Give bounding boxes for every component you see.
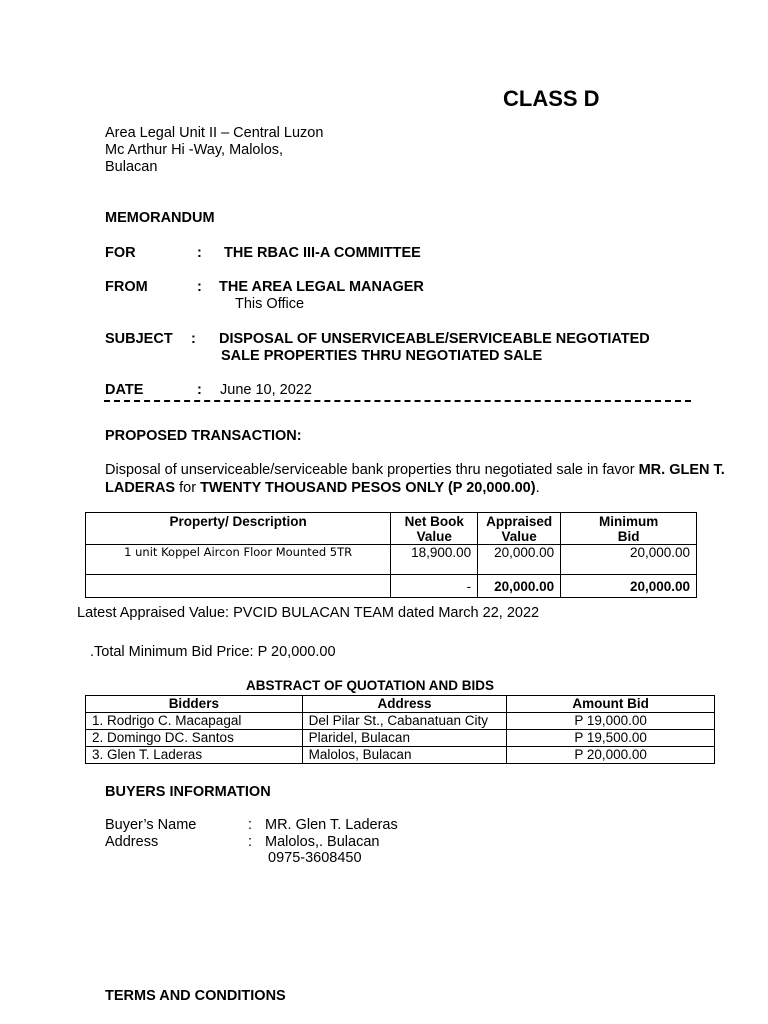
header-minimum: Minimum Bid (561, 513, 697, 545)
total-net-book: - (391, 575, 478, 598)
buyer-phone: 0975-3608450 (268, 850, 362, 866)
header-description: Property/ Description (86, 513, 391, 545)
bidder-name: 2. Domingo DC. Santos (86, 730, 303, 747)
bids-table-header (86, 696, 715, 713)
buyer-name-value: MR. Glen T. Laderas (265, 817, 398, 833)
from-label: FROM (105, 279, 148, 295)
bids-title: ABSTRACT OF QUOTATION AND BIDS (246, 678, 494, 693)
property-appraised: 20,000.00 (478, 545, 561, 575)
total-description (86, 575, 391, 598)
header-appraised: Appraised Value (478, 513, 561, 545)
for-value: THE RBAC III-A COMMITTEE (224, 245, 421, 261)
separator-line (104, 400, 691, 402)
memo-heading: MEMORANDUM (105, 210, 215, 226)
date-label: DATE (105, 382, 144, 398)
subject-line-1: DISPOSAL OF UNSERVICEABLE/SERVICEABLE NEGOTIATED (219, 331, 650, 347)
header-bidder: Bidders (86, 696, 303, 713)
buyer-name-colon: : (248, 817, 253, 833)
property-minimum: 20,000.00 (561, 545, 697, 575)
table-row (86, 747, 715, 764)
subject-line-2: SALE PROPERTIES THRU NEGOTIATED SALE (221, 348, 543, 364)
subject-label: SUBJECT (105, 331, 173, 347)
office-address-line-1: Area Legal Unit II – Central Luzon (105, 125, 324, 141)
buyer-address-colon: : (248, 834, 253, 850)
class-title: CLASS D (503, 86, 600, 111)
table-row (86, 713, 715, 730)
total-minimum: 20,000.00 (561, 575, 697, 598)
from-colon: : (197, 279, 202, 295)
table-row (86, 545, 697, 575)
header-address: Address (302, 696, 507, 713)
for-label: FOR (105, 245, 136, 261)
bidder-address: Plaridel, Bulacan (302, 730, 507, 747)
table-row (86, 730, 715, 747)
proposed-heading: PROPOSED TRANSACTION: (105, 428, 302, 444)
office-address-line-2: Mc Arthur Hi -Way, Malolos, (105, 142, 284, 158)
appraisal-note: Latest Appraised Value: PVCID BULACAN TEAM dated March 22, 2022 (77, 605, 540, 621)
total-appraised: 20,000.00 (478, 575, 561, 598)
from-sub: This Office (235, 296, 305, 312)
bidder-address: Malolos, Bulacan (302, 747, 507, 764)
proposed-text-part2: for (175, 480, 201, 496)
buyer-address-label: Address (105, 834, 159, 850)
property-table-header (86, 513, 697, 545)
proposed-text-part1: Disposal of unserviceable/serviceable bank properties thru negotiated sale in favor (105, 462, 639, 478)
property-table (85, 512, 697, 598)
proposed-text-part3: . (535, 480, 540, 496)
terms-heading: TERMS AND CONDITIONS (105, 988, 286, 1004)
date-colon: : (197, 382, 202, 398)
table-total-row (86, 575, 697, 598)
amount-bold: TWENTY THOUSAND PESOS ONLY (P 20,000.00) (200, 480, 536, 496)
bidder-amount: P 20,000.00 (507, 747, 715, 764)
bids-table (85, 695, 715, 764)
office-address-line-3: Bulacan (105, 159, 158, 175)
buyer-info-heading: BUYERS INFORMATION (105, 784, 271, 800)
buyer-address-value: Malolos,. Bulacan (265, 834, 380, 850)
subject-colon: : (191, 331, 196, 347)
date-value: June 10, 2022 (220, 382, 312, 398)
bidder-amount: P 19,000.00 (507, 713, 715, 730)
bidder-address: Del Pilar St., Cabanatuan City (302, 713, 507, 730)
bidder-name: 1. Rodrigo C. Macapagal (86, 713, 303, 730)
bidder-amount: P 19,500.00 (507, 730, 715, 747)
for-colon: : (197, 245, 202, 261)
total-min-bid: .Total Minimum Bid Price: P 20,000.00 (90, 644, 336, 660)
property-description: 1 unit Koppel Aircon Floor Mounted 5TR (86, 545, 391, 575)
header-amount: Amount Bid (507, 696, 715, 713)
property-net-book: 18,900.00 (391, 545, 478, 575)
from-value: THE AREA LEGAL MANAGER (219, 279, 424, 295)
buyer-name-bold: MR. GLEN T. LADERAS (105, 462, 725, 496)
buyer-name-label: Buyer’s Name (105, 817, 197, 833)
bidder-name: 3. Glen T. Laderas (86, 747, 303, 764)
proposed-text (105, 461, 725, 497)
header-net-book: Net Book Value (391, 513, 478, 545)
